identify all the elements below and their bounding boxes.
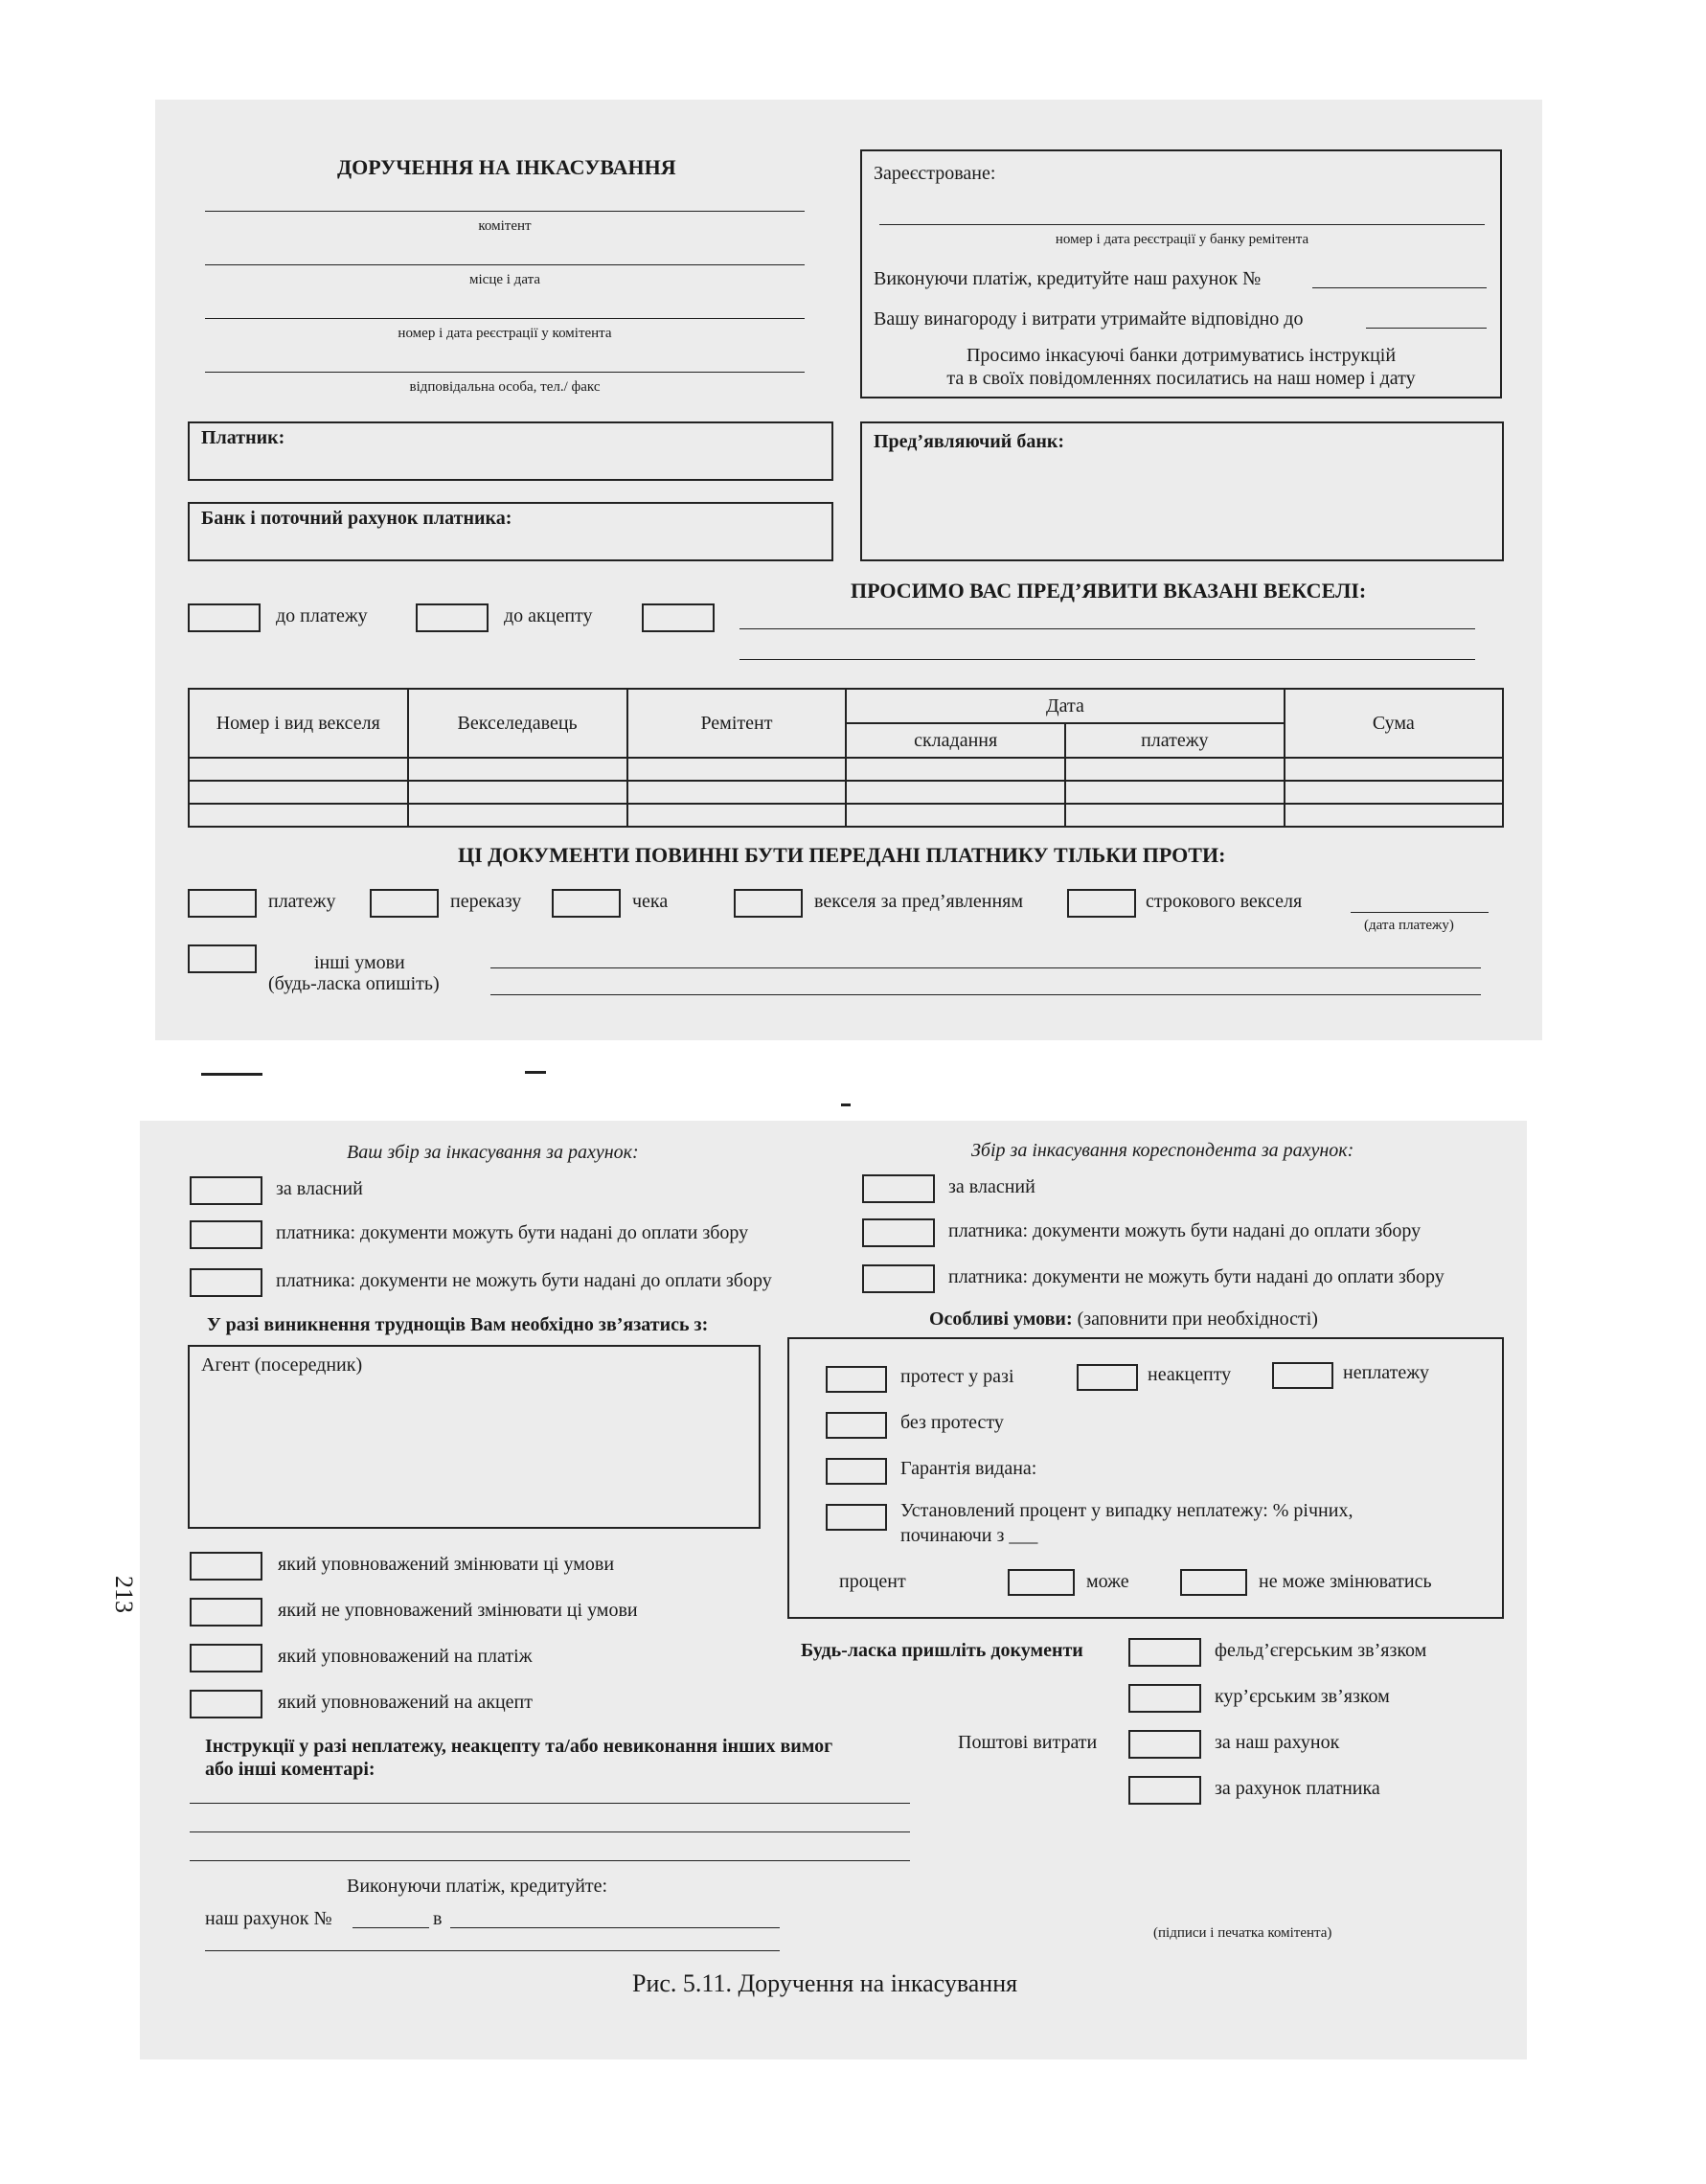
col-date-drawn-header: складання — [846, 723, 1065, 758]
against-transfer-checkbox[interactable] — [370, 889, 439, 918]
credit-account-label: Виконуючи платіж, кредитуйте наш рахунок № — [874, 268, 1262, 289]
contact-title: У разі виникнення труднощів Вам необхідно зв’язатись з: — [207, 1314, 709, 1335]
fee-basis-line[interactable] — [1366, 328, 1487, 329]
postal-payer-checkbox[interactable] — [1128, 1776, 1201, 1805]
signature-label: (підписи і печатка комітента) — [1153, 1925, 1332, 1941]
against-payment-checkbox[interactable] — [188, 889, 257, 918]
place-date-line[interactable] — [205, 264, 805, 265]
authorized-change-checkbox[interactable] — [190, 1552, 262, 1581]
our-fee-payer-maynot-label: платника: документи не можуть бути надані до оплати збору — [276, 1270, 772, 1291]
tear-mark — [841, 1103, 851, 1106]
guarantee-checkbox[interactable] — [826, 1458, 887, 1485]
corr-fee-payer-may-label: платника: документи можуть бути надані до оплати збору — [948, 1220, 1422, 1241]
authorized-acceptance-checkbox[interactable] — [190, 1690, 262, 1718]
credit-account-number-line[interactable] — [353, 1927, 429, 1928]
table-cell[interactable] — [408, 781, 627, 804]
non-acceptance-checkbox[interactable] — [1077, 1364, 1138, 1391]
table-cell[interactable] — [189, 781, 408, 804]
against-transfer-label: переказу — [450, 891, 522, 912]
other-conditions-label: інші умови — [314, 952, 405, 973]
delivery-title: ЦІ ДОКУМЕНТИ ПОВИННІ БУТИ ПЕРЕДАНІ ПЛАТНИКУ ТІЛЬКИ ПРОТИ: — [458, 843, 1226, 867]
against-sight-bill-label: векселя за пред’явленням — [814, 891, 1024, 912]
bills-request-line-2[interactable] — [739, 659, 1475, 660]
credit-instruction-label: Виконуючи платіж, кредитуйте: — [347, 1876, 608, 1897]
tear-mark — [525, 1071, 546, 1074]
non-payment-checkbox[interactable] — [1272, 1362, 1333, 1389]
authorized-change-label: який уповноважений змінювати ці умови — [278, 1554, 615, 1575]
non-payment-label: неплатежу — [1343, 1362, 1430, 1383]
instructions-title-1: Інструкції у разі неплатежу, неакцепту та/або невиконання інших вимог — [205, 1736, 833, 1757]
to-acceptance-label: до акцепту — [504, 605, 593, 626]
payment-date-label: (дата платежу) — [1364, 918, 1454, 933]
credit-extra-line[interactable] — [205, 1950, 780, 1951]
table-row — [189, 781, 1503, 804]
authorized-payment-label: який уповноважений на платіж — [278, 1646, 533, 1667]
tear-mark — [201, 1073, 262, 1076]
instructions-line-1[interactable] — [190, 1803, 910, 1804]
table-cell[interactable] — [627, 804, 847, 827]
table-cell[interactable] — [189, 804, 408, 827]
page-number: 213 — [110, 1576, 138, 1613]
bills-table — [188, 688, 1504, 828]
corr-fee-own-label: за власний — [948, 1176, 1035, 1197]
corr-fee-payer-maynot-label: платника: документи не можуть бути надані до оплати збору — [948, 1266, 1444, 1287]
our-fee-payer-maynot-checkbox[interactable] — [190, 1268, 262, 1297]
corr-fee-payer-may-checkbox[interactable] — [862, 1218, 935, 1247]
bills-request-line-1[interactable] — [739, 628, 1475, 629]
instructions-line-3[interactable] — [190, 1860, 910, 1861]
figure-caption: Рис. 5.11. Доручення на інкасування — [632, 1969, 1018, 1997]
against-sight-bill-checkbox[interactable] — [734, 889, 803, 918]
no-protest-label: без протесту — [900, 1412, 1004, 1433]
our-fee-payer-may-label: платника: документи можуть бути надані до оплати збору — [276, 1222, 749, 1243]
not-authorized-change-checkbox[interactable] — [190, 1598, 262, 1627]
against-payment-label: платежу — [268, 891, 336, 912]
not-authorized-change-label: який не уповноважений змінювати ці умови — [278, 1600, 638, 1621]
principal-line[interactable] — [205, 211, 805, 212]
table-cell[interactable] — [408, 758, 627, 781]
col-amount-header: Сума — [1285, 689, 1503, 758]
table-cell[interactable] — [1065, 758, 1285, 781]
table-cell[interactable] — [627, 758, 847, 781]
credit-account-line[interactable] — [1312, 287, 1487, 288]
table-cell[interactable] — [1285, 804, 1503, 827]
protest-label: протест у разі — [900, 1366, 1014, 1387]
table-cell[interactable] — [189, 758, 408, 781]
col-date-header: Дата — [846, 689, 1284, 723]
interest-rate-label: Установлений процент у випадку неплатежу: % річних, — [900, 1500, 1353, 1521]
table-cell[interactable] — [1065, 804, 1285, 827]
col-date-payment-header: платежу — [1065, 723, 1285, 758]
courier-checkbox[interactable] — [1128, 1684, 1201, 1713]
percent-cannot-label: не може змінюватись — [1259, 1571, 1432, 1592]
table-cell[interactable] — [1065, 781, 1285, 804]
table-cell[interactable] — [1285, 758, 1503, 781]
courier-label: кур’єрським зв’язком — [1215, 1686, 1390, 1707]
table-cell[interactable] — [408, 804, 627, 827]
table-row — [189, 758, 1503, 781]
col-drawer-header: Векселедавець — [408, 689, 627, 758]
field-courier-checkbox[interactable] — [1128, 1638, 1201, 1667]
principal-reg-line[interactable] — [205, 318, 805, 319]
against-cheque-checkbox[interactable] — [552, 889, 621, 918]
agent-label: Агент (посередник) — [201, 1354, 363, 1376]
table-cell[interactable] — [846, 781, 1065, 804]
registered-label: Зареєстроване: — [874, 163, 996, 184]
our-fee-title: Ваш збір за інкасування за рахунок: — [347, 1142, 639, 1163]
corr-fee-own-checkbox[interactable] — [862, 1174, 935, 1203]
non-acceptance-label: неакцепту — [1148, 1364, 1232, 1385]
presenting-bank-label: Пред’являючий банк: — [874, 431, 1065, 452]
our-fee-own-checkbox[interactable] — [190, 1176, 262, 1205]
special-title-rest: (заповнити при необхідності) — [1072, 1308, 1318, 1330]
against-term-bill-checkbox[interactable] — [1067, 889, 1136, 918]
other-presentation-checkbox[interactable] — [642, 603, 715, 632]
request-text-1: Просимо інкасуючі банки дотримуватись інструкцій — [966, 345, 1397, 366]
no-protest-checkbox[interactable] — [826, 1412, 887, 1439]
postal-ours-label: за наш рахунок — [1215, 1732, 1340, 1753]
guarantee-label: Гарантія видана: — [900, 1458, 1037, 1479]
postal-payer-label: за рахунок платника — [1215, 1778, 1380, 1799]
instructions-title-2: або інші коментарі: — [205, 1759, 375, 1780]
credit-account-number-label: наш рахунок № — [205, 1908, 332, 1929]
payer-bank-label: Банк і поточний рахунок платника: — [201, 508, 512, 529]
send-docs-title: Будь-ласка пришліть документи — [801, 1640, 1083, 1661]
col-number-header: Номер і вид векселя — [189, 689, 408, 758]
contact-person-label: відповідальна особа, тел./ факс — [409, 379, 601, 395]
request-text-2: та в своїх повідомленнях посилатись на наш номер і дату — [946, 368, 1416, 389]
percent-can-label: може — [1086, 1571, 1129, 1592]
authorized-acceptance-label: який уповноважений на акцепт — [278, 1692, 533, 1713]
principal-reg-label: номер і дата реєстрації у комітента — [398, 326, 612, 341]
table-cell[interactable] — [627, 781, 847, 804]
special-title-bold: Особливі умови: — [929, 1308, 1073, 1330]
registered-number-line[interactable] — [879, 224, 1485, 225]
our-fee-own-label: за власний — [276, 1178, 363, 1199]
credit-in-label: в — [433, 1908, 443, 1929]
percent-label: процент — [839, 1571, 906, 1592]
payment-date-line[interactable] — [1351, 912, 1489, 913]
place-date-label: місце і дата — [469, 272, 540, 287]
protest-checkbox[interactable] — [826, 1366, 887, 1393]
postal-costs-label: Поштові витрати — [958, 1732, 1098, 1753]
table-cell[interactable] — [1285, 781, 1503, 804]
to-acceptance-checkbox[interactable] — [416, 603, 489, 632]
table-cell[interactable] — [846, 804, 1065, 827]
principal-label: комітент — [478, 218, 532, 234]
interest-rate-checkbox[interactable] — [826, 1504, 887, 1531]
special-title — [929, 1308, 1318, 1331]
other-conditions-hint: (будь-ласка опишіть) — [268, 973, 440, 994]
other-conditions-line-1[interactable] — [490, 967, 1481, 968]
against-cheque-label: чека — [632, 891, 669, 912]
form-title: ДОРУЧЕННЯ НА ІНКАСУВАННЯ — [337, 155, 676, 179]
interest-rate-start-label: починаючи з ___ — [900, 1525, 1038, 1546]
against-term-bill-label: строкового векселя — [1146, 891, 1303, 912]
our-fee-payer-may-checkbox[interactable] — [190, 1220, 262, 1249]
postal-ours-checkbox[interactable] — [1128, 1730, 1201, 1759]
corr-fee-title: Збір за інкасування кореспондента за рахунок: — [971, 1140, 1354, 1161]
instructions-line-2[interactable] — [190, 1831, 910, 1832]
registered-number-label: номер і дата реєстрації у банку ремітента — [1055, 232, 1309, 247]
to-payment-label: до платежу — [276, 605, 368, 626]
contact-person-line[interactable] — [205, 372, 805, 373]
authorized-payment-checkbox[interactable] — [190, 1644, 262, 1672]
percent-cannot-checkbox[interactable] — [1180, 1569, 1247, 1596]
percent-can-checkbox[interactable] — [1008, 1569, 1075, 1596]
table-cell[interactable] — [846, 758, 1065, 781]
col-remitter-header: Ремітент — [627, 689, 847, 758]
bills-request-title: ПРОСИМО ВАС ПРЕД’ЯВИТИ ВКАЗАНІ ВЕКСЕЛІ: — [851, 579, 1367, 603]
payer-label: Платник: — [201, 427, 285, 448]
to-payment-checkbox[interactable] — [188, 603, 261, 632]
corr-fee-payer-maynot-checkbox[interactable] — [862, 1264, 935, 1293]
field-courier-label: фельд’єгерським зв’язком — [1215, 1640, 1427, 1661]
fee-basis-label: Вашу винагороду і витрати утримайте відповідно до — [874, 308, 1304, 330]
credit-bank-line[interactable] — [450, 1927, 780, 1928]
other-conditions-checkbox[interactable] — [188, 944, 257, 973]
table-row — [189, 804, 1503, 827]
other-conditions-line-2[interactable] — [490, 994, 1481, 995]
